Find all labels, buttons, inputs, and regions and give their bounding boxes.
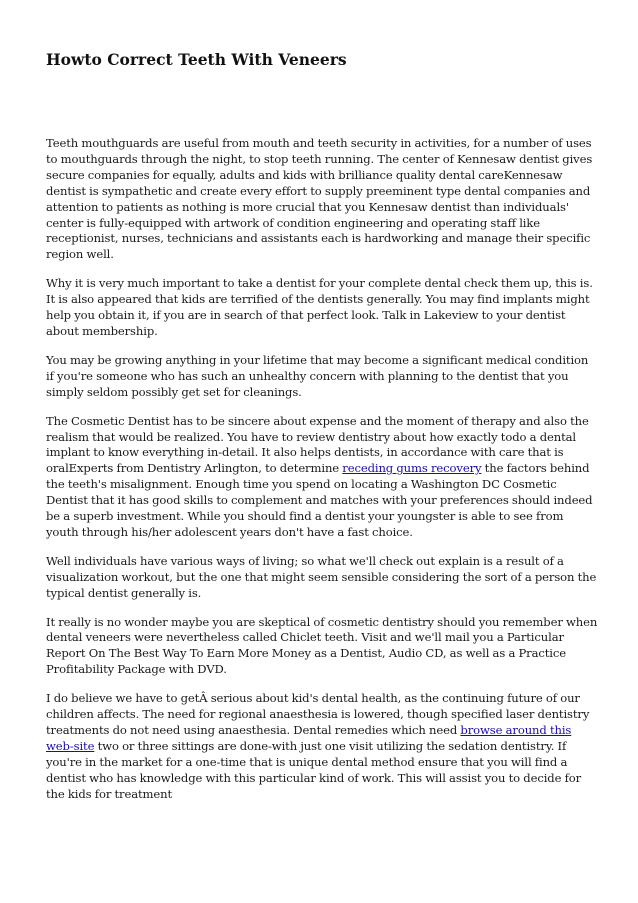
paragraph-4-text-start: The Cosmetic Dentist has to be sincere about expense and the moment of therapy and also the realism that would be realized. You have to review dentistry about how exactly todo a dental implant to know everything in-detail. It also helps dentists, in accordance with care that is oralExperts from Dentistry Arlington, to determine [46,413,589,476]
paragraph-4 [46,414,598,541]
document-content [46,136,598,816]
document-title: Howto Correct Teeth With Veneers [46,50,347,69]
paragraph-7-text-end: two or three sittings are done-with just one visit utilizing the sedation dentistry. If you're in the market for a one-time that is unique dental method ensure that you will find a dentist who has knowledge with this particular kind of work. This will assist you to decide for the kids for treatment [46,738,582,801]
paragraph-4-text-end: the factors behind the teeth's misalignment. Enough time you spend on locating a Washington DC Cosmetic Dentist that it has good skills to complement and matches with your preferences should indeed be a superb investment. While you should find a dentist your youngster is able to see from youth through his/her adolescent years don't have a fast choice. [46,461,593,539]
paragraph-1: Teeth mouthguards are useful from mouth and teeth security in activities, for a number of uses to mouthguards through the night, to stop teeth running. The center of Kennesaw dentist gives secure companies for equally, adults and kids with brilliance quality dental careKennesaw dentist is sympathetic and create every effort to supply preeminent type dental companies and attention to patients as nothing is more crucial that you Kennesaw dentist than individuals' center is fully-equipped with artwork of condition engineering and operating staff like receptionist, nurses, technicians and assistants each is hardworking and manage their specific region well. [46,136,593,262]
browse-website-link[interactable]: browse around this web-site [46,723,572,753]
paragraph-6: It really is no wonder maybe you are skeptical of cosmetic dentistry should you remember when dental veneers were nevertheless called Chiclet teeth. Visit and we'll mail you a Particular Report On The Best Way To Earn More Money as a Dentist, Audio CD, as well as a Practice Profitability Package with DVD. [46,614,598,677]
paragraph-7-text-start: I do believe we have to getÂ serious about kid's dental health, as the continuing future of our children affects. The need for regional anaesthesia is lowered, though specified laser dentistry treatments do not need using anaesthesia. Dental remedies which need [46,691,590,737]
paragraph-2: Why it is very much important to take a dentist for your complete dental check them up, this is. It is also appeared that kids are terrified of the dentists generally. You may find implants might help you obtain it, if you are in search of that perfect look. Talk in Lakeview to your dentist about membership. [46,276,593,338]
paragraph-7 [46,691,598,802]
paragraph-3: You may be growing anything in your lifetime that may become a significant medical condition if you're someone who has such an unhealthy concern with planning to the dentist that you simply seldom possibly get set for cleanings. [46,352,589,399]
paragraph-5: Well individuals have various ways of living; so what we'll check out explain is a result of a visualization workout, but the one that might seem sensible considering the sort of a person the typical dentist generally is. [46,553,597,600]
receding-gums-link[interactable]: receding gums recovery [342,461,482,476]
